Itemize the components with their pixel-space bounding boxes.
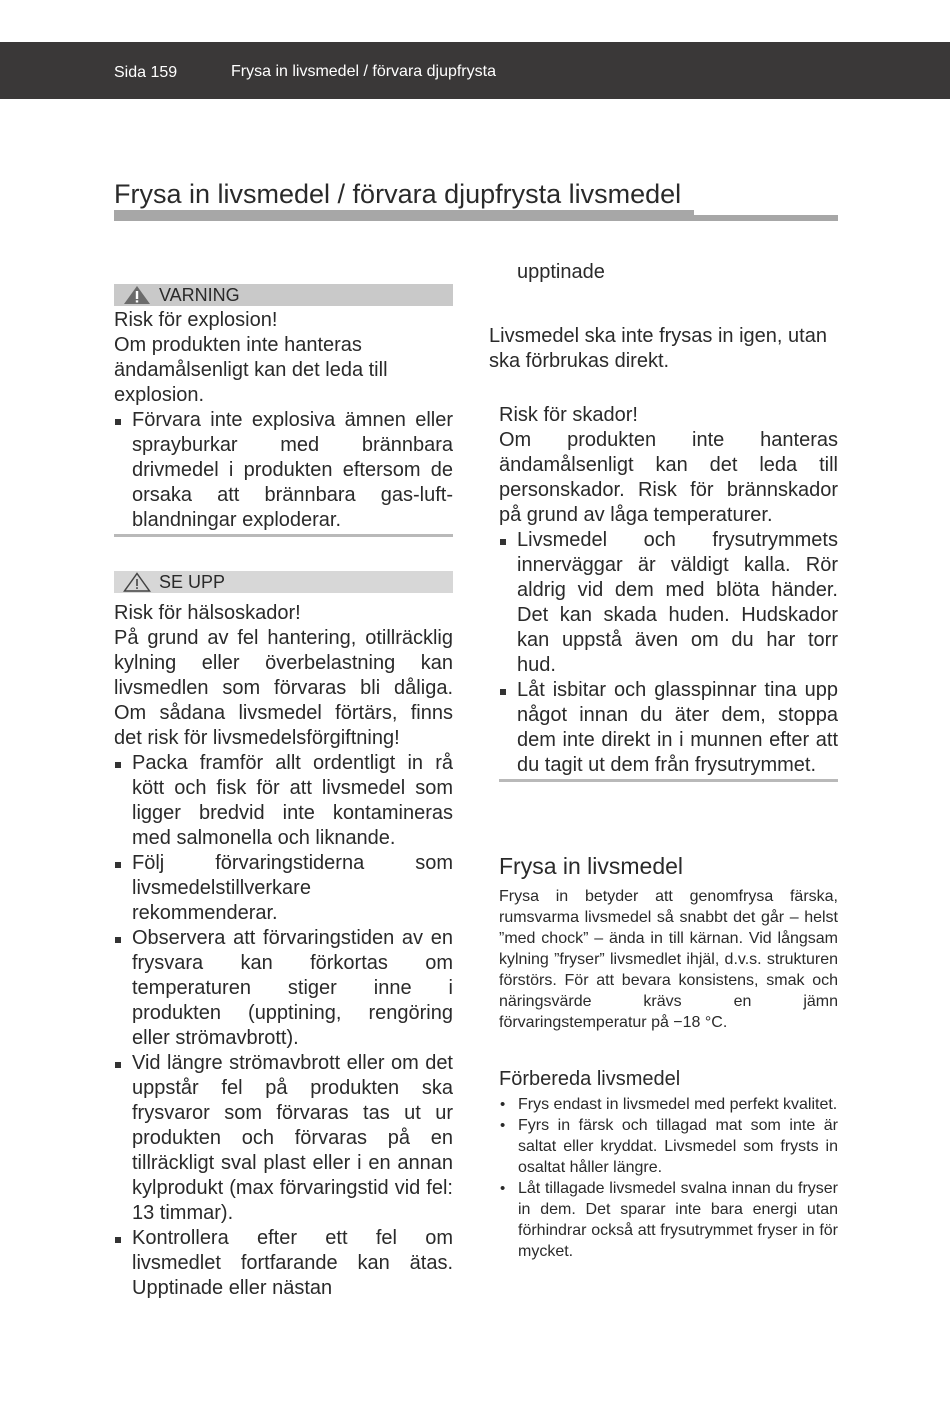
left-column bbox=[114, 254, 453, 1301]
title-rule-extension bbox=[694, 215, 838, 221]
refreeze-note: Livsmedel ska inte frysas in igen, utan ska förbrukas direkt. bbox=[489, 325, 827, 372]
prepare-heading: Förbereda livsmedel bbox=[499, 1068, 681, 1090]
warning-label: VARNING bbox=[159, 285, 240, 305]
title-rule bbox=[114, 210, 694, 221]
list-item: Förvara inte explosiva ämnen eller sprayburkar med brännbara drivmedel i produkten eftersom de orsaka att brännbara gas-luft-blandningar exploderar. bbox=[114, 408, 453, 533]
warning-text: Om produkten inte hanteras ändamålsenligt kan det leda till explosion. bbox=[114, 334, 388, 406]
injury-intro: Risk för skador! bbox=[499, 404, 638, 426]
injury-list bbox=[499, 528, 838, 778]
list-item: • Fyrs in färsk och tillagad mat som inte är saltat eller kryddat. Livsmedel som frysts in osaltat håller längre. bbox=[499, 1115, 838, 1178]
injury-text: Om produkten inte hanteras ändamålsenligt kan det leda till personskador. Risk för brännskador på grund av låga temperaturer. bbox=[499, 429, 838, 526]
page-number: Sida 159 bbox=[114, 64, 178, 81]
list-item: • Frys endast in livsmedel med perfekt kvalitet. bbox=[499, 1094, 838, 1115]
freeze-text: Frysa in betyder att genomfrysa färska, rumsvarma livsmedel så snabbt det går – helst ”med chock” – ända in till kärnan. Vid långsam kylning ”fryser” livsmedlet ihjäl, d.v.s. strukturen förstörs. För att bevara konsistens, smak och näringsvärde krävs en jämn förvaringstemperatur på −18 °C. bbox=[499, 888, 838, 1031]
list-item: Livsmedel och frysutrymmets innerväggar är väldigt kalla. Rör aldrig vid dem med blöta händer. Det kan skada huden. Hudskador kan uppstå även om du har torr hud. bbox=[499, 528, 838, 678]
caution-list bbox=[114, 751, 453, 1301]
header-title: Frysa in livsmedel / förvara djupfrysta bbox=[231, 63, 496, 80]
right-column bbox=[489, 254, 838, 1262]
page-header bbox=[0, 42, 950, 99]
caution-intro: Risk för hälsoskador! bbox=[114, 602, 301, 624]
caution-outline-icon bbox=[122, 572, 152, 592]
list-item: Låt isbitar och glasspinnar tina upp något innan du äter dem, stoppa dem inte direkt in i munnen efter att du tagit ut dem från frysutrymmet. bbox=[499, 678, 838, 778]
list-item: • Låt tillagade livsmedel svalna innan du fryser in dem. Det sparar inte bara energi utan förhindrar också att frysutrymmet fryser in för mycket. bbox=[499, 1178, 838, 1262]
list-item: Observera att förvaringstiden av en frysvara kan förkortas om temperaturen stiger inne i produkten (upptining, rengöring eller strömavbrott). bbox=[114, 926, 453, 1051]
injury-block bbox=[489, 403, 838, 1262]
caution-bar bbox=[114, 571, 453, 593]
page-title: Frysa in livsmedel / förvara djupfrysta livsmedel bbox=[114, 179, 682, 209]
caution-text: På grund av fel hantering, otillräcklig kylning eller överbelastning kan livsmedlen som förvaras bli dåliga. Om sådana livsmedel förtärs, finns det risk för livsmedelsförgiftning! bbox=[114, 627, 453, 749]
prepare-list bbox=[499, 1094, 838, 1262]
warning-filled-icon bbox=[122, 285, 152, 305]
warning-bar bbox=[114, 284, 453, 306]
warning-intro: Risk för explosion! bbox=[114, 309, 278, 331]
warning-list bbox=[114, 408, 453, 533]
list-item: Följ förvaringstiderna som livsmedelstillverkare rekommenderar. bbox=[114, 851, 453, 926]
list-item: Packa framför allt ordentligt in rå kött och fisk för att livsmedel som ligger bredvid inte kontamineras med salmonella och liknande. bbox=[114, 751, 453, 851]
caution-label: SE UPP bbox=[159, 572, 226, 592]
list-item: Kontrollera efter ett fel om livsmedlet fortfarande kan ätas. Upptinade eller nästan bbox=[114, 1226, 453, 1301]
freeze-heading: Frysa in livsmedel bbox=[499, 853, 684, 879]
list-item: Vid längre strömavbrott eller om det uppstår fel på produkten ska frysvaror som förvaras tas ut ur produkten och förvaras på en tillräckligt sval plast eller i en annan kylprodukt (max förvaringstid vid fel: 13 timmar). bbox=[114, 1051, 453, 1226]
section-divider bbox=[499, 779, 838, 782]
continued-text: upptinade bbox=[517, 261, 605, 283]
